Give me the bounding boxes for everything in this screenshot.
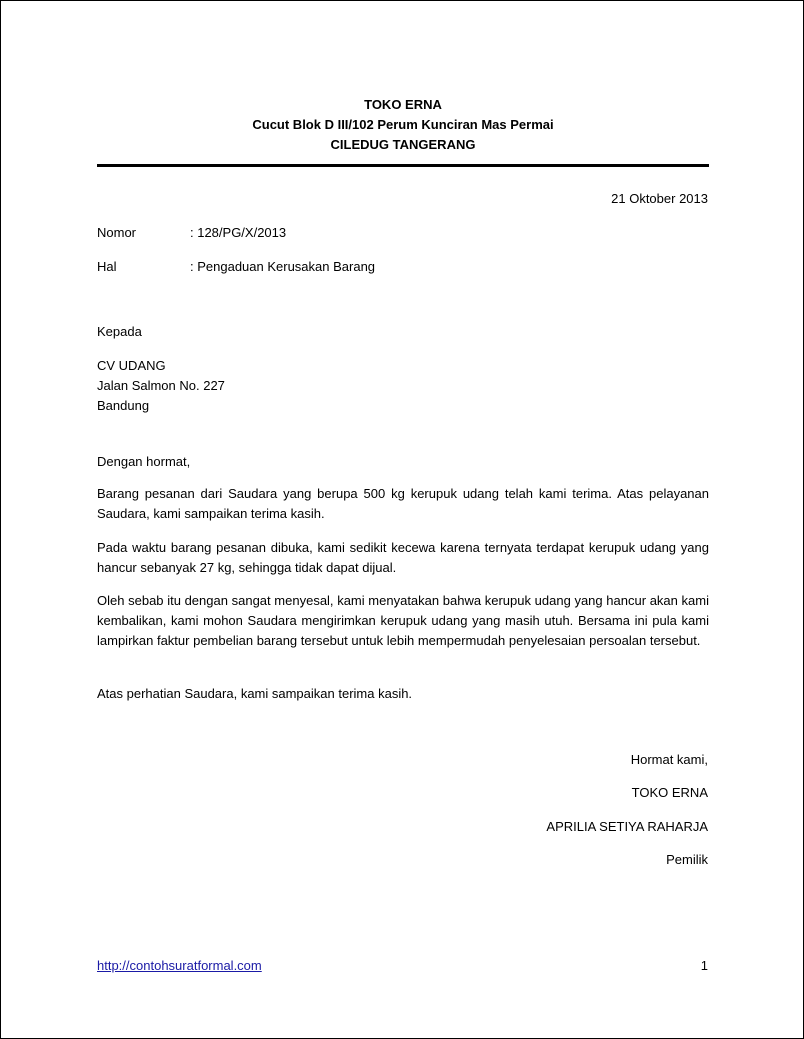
footer-website-link[interactable]: http://contohsuratformal.com <box>97 958 262 973</box>
paragraph-3: Oleh sebab itu dengan sangat menyesal, kami menyatakan bahwa kerupuk udang yang hancur akan kami kembalikan, kami mohon Saudara mengirimkan kerupuk udang yang masih utuh. Bersama ini pula kami lampirkan faktur pembelian barang tersebut untuk lebih mempermudah penyelesaian persoalan tersebut. <box>97 593 709 648</box>
recipient-city: Bandung <box>97 398 150 413</box>
signature-closing: Hormat kami, <box>630 752 708 767</box>
signature-company: TOKO ERNA <box>631 785 708 800</box>
signature-name: APRILIA SETIYA RAHARJA <box>546 819 708 834</box>
nomor-label: Nomor <box>97 225 137 240</box>
recipient-name: CV UDANG <box>97 358 166 373</box>
nomor-value: : 128/PG/X/2013 <box>190 225 287 240</box>
letterhead-address: Cucut Blok D III/102 Perum Kunciran Mas Permai <box>252 117 554 132</box>
letterhead-divider <box>97 164 709 167</box>
hal-value: : Pengaduan Kerusakan Barang <box>190 259 376 274</box>
letterhead-city: CILEDUG TANGERANG <box>330 137 476 152</box>
closing-paragraph: Atas perhatian Saudara, kami sampaikan terima kasih. <box>97 686 413 701</box>
hal-label: Hal <box>97 259 117 274</box>
recipient-street: Jalan Salmon No. 227 <box>97 378 225 393</box>
letter-date: 21 Oktober 2013 <box>611 191 708 206</box>
greeting: Dengan hormat, <box>97 454 191 469</box>
paragraph-1: Barang pesanan dari Saudara yang berupa 500 kg kerupuk udang telah kami terima. Atas pelayanan Saudara, kami sampaikan terima kasih. <box>97 486 709 521</box>
letterhead <box>97 97 709 157</box>
paragraph-2: Pada waktu barang pesanan dibuka, kami sedikit kecewa karena ternyata terdapat kerupuk udang yang hancur sebanyak 27 kg, sehingga tidak dapat dijual. <box>97 540 709 575</box>
letterhead-name: TOKO ERNA <box>364 97 442 112</box>
page-number: 1 <box>700 958 708 973</box>
signature-role: Pemilik <box>666 852 708 867</box>
kepada-label: Kepada <box>97 324 142 339</box>
